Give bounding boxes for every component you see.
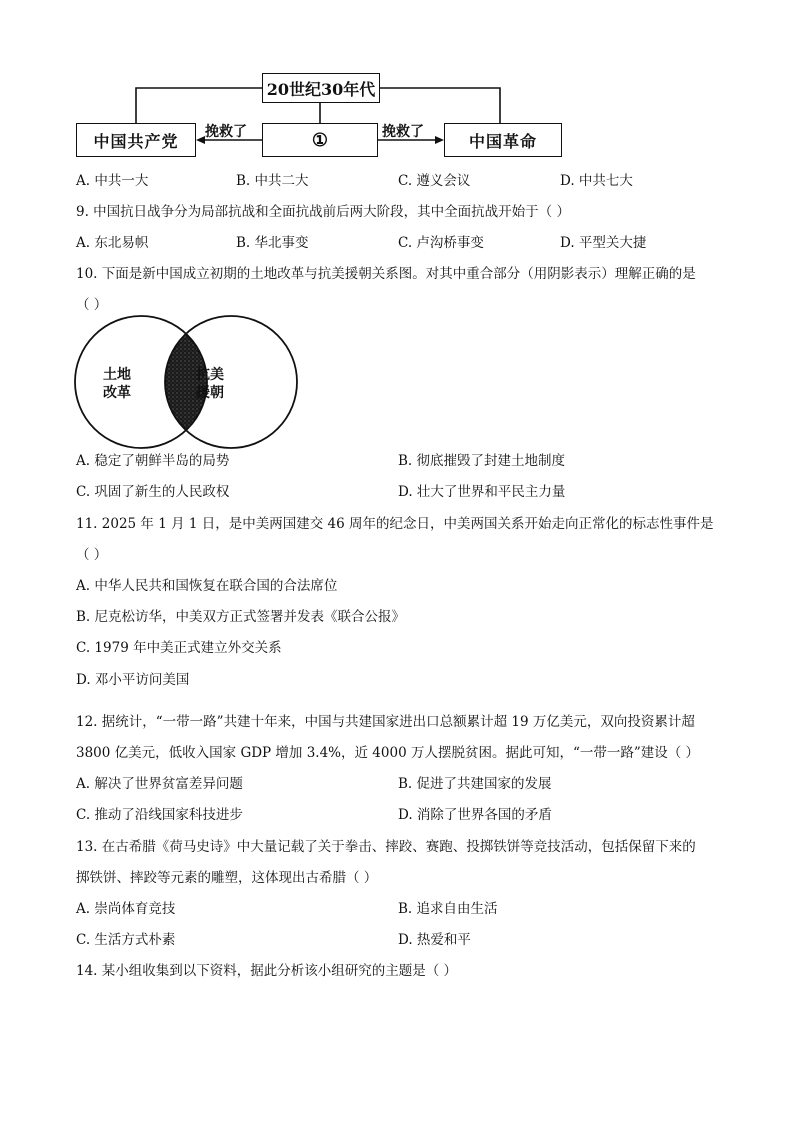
q13-option-a: A. 崇尚体育竞技: [76, 901, 176, 917]
q12-stem: 12. 据统计，“一带一路”共建十年来，中国与共建国家进出口总额累计超 19 万亿美元，双向投资累计超: [76, 714, 695, 730]
q10-option-b: B. 彻底摧毁了封建土地制度: [398, 453, 566, 469]
diagram-right-box: 中国革命: [444, 123, 562, 157]
q11-stem: 11. 2025 年 1 月 1 日，是中美两国建交 46 周年的纪念日，中美两国关系开始走向正常化的标志性事件是: [76, 516, 714, 532]
q13-stem: 13. 在古希腊《荷马史诗》中大量记载了关于拳击、摔跤、赛跑、投掷铁饼等竞技活动，包括保留下来的: [76, 839, 696, 855]
venn-right-label-2: 援朝: [196, 385, 224, 401]
diagram-top-box: 20世纪30年代: [262, 73, 380, 103]
q10-option-a: A. 稳定了朝鲜半岛的局势: [76, 453, 230, 469]
q10-stem: 10. 下面是新中国成立初期的土地改革与抗美援朝关系图。对其中重合部分（用阴影表示）理解正确的是: [76, 266, 696, 282]
q10-option-d: D. 壮大了世界和平民主力量: [398, 484, 566, 500]
q9-option-a: A. 东北易帜: [76, 235, 149, 251]
q9-stem: 9. 中国抗日战争分为局部抗战和全面抗战前后两大阶段，其中全面抗战开始于（ ）: [76, 204, 570, 220]
q9-option-d: D. 平型关大捷: [560, 235, 647, 251]
venn-left-label-1: 土地: [103, 367, 131, 383]
q10-stem-paren: （ ）: [76, 297, 108, 313]
q9-option-c: C. 卢沟桥事变: [398, 235, 484, 251]
q13-stem-2: 掷铁饼、摔跤等元素的雕塑，这体现出古希腊（ ）: [76, 870, 378, 886]
q12-option-b: B. 促进了共建国家的发展: [398, 776, 552, 792]
q11-option-b: B. 尼克松访华，中美双方正式签署并发表《联合公报》: [76, 609, 406, 625]
q8-option-b: B. 中共二大: [236, 173, 309, 189]
q13-option-b: B. 追求自由生活: [398, 901, 498, 917]
q8-option-d: D. 中共七大: [560, 173, 633, 189]
venn-right-label-1: 抗美: [196, 367, 224, 383]
q8-option-a: A. 中共一大: [76, 173, 149, 189]
q13-option-d: D. 热爱和平: [398, 932, 471, 948]
q11-option-a: A. 中华人民共和国恢复在联合国的合法席位: [76, 578, 338, 594]
q12-option-c: C. 推动了沿线国家科技进步: [76, 807, 243, 823]
q11-option-d: D. 邓小平访问美国: [76, 672, 190, 688]
q9-option-b: B. 华北事变: [236, 235, 309, 251]
arrow-left-label: 挽救了: [205, 124, 247, 140]
q12-option-a: A. 解决了世界贫富差异问题: [76, 776, 243, 792]
arrow-right-label: 挽救了: [382, 124, 424, 140]
q12-option-d: D. 消除了世界各国的矛盾: [398, 807, 552, 823]
diagram-center-box: ①: [262, 123, 378, 157]
q11-option-c: C. 1979 年中美正式建立外交关系: [76, 640, 282, 656]
q14-stem: 14. 某小组收集到以下资料，据此分析该小组研究的主题是（ ）: [76, 963, 458, 979]
diagram-left-box: 中国共产党: [76, 123, 196, 157]
q12-stem-2: 3800 亿美元，低收入国家 GDP 增加 3.4%，近 4000 万人摆脱贫困。据此可知，“一带一路”建设（ ）: [76, 745, 700, 761]
q11-stem-paren: （ ）: [76, 547, 108, 563]
q10-option-c: C. 巩固了新生的人民政权: [76, 484, 230, 500]
q13-option-c: C. 生活方式朴素: [76, 932, 176, 948]
venn-left-label-2: 改革: [103, 385, 131, 401]
q8-option-c: C. 遵义会议: [398, 173, 471, 189]
